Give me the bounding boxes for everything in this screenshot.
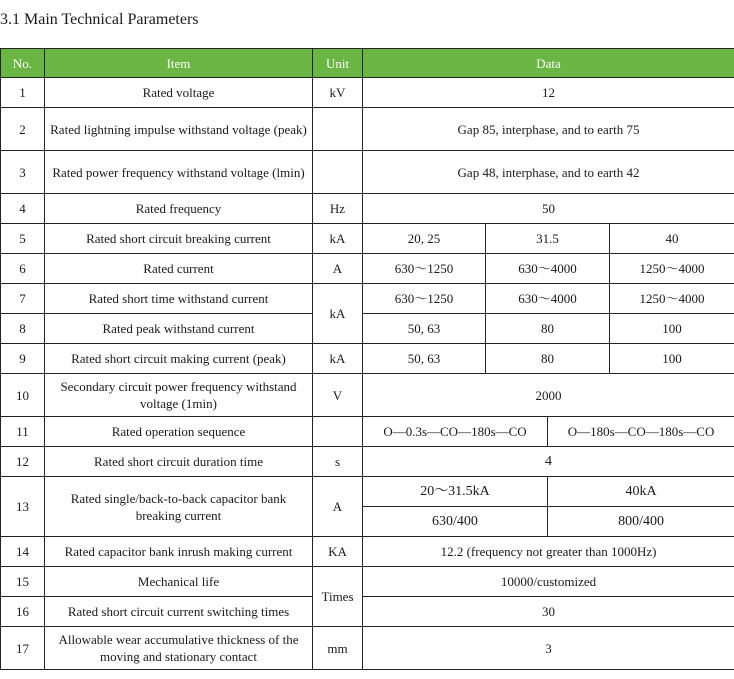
cell-unit: mm — [313, 627, 363, 670]
cell-item: Rated short circuit duration time — [45, 447, 313, 477]
cell-unit: kA — [313, 284, 363, 344]
cell-item: Rated short circuit current switching times — [45, 597, 313, 627]
cell-no: 14 — [1, 537, 45, 567]
cell-item: Rated lightning impulse withstand voltage (peak) — [45, 108, 313, 151]
cell-unit: A — [313, 477, 363, 537]
cell-no: 6 — [1, 254, 45, 284]
cell-item: Rated capacitor bank inrush making current — [45, 537, 313, 567]
cell-data: 50 — [363, 194, 734, 224]
cell-no: 12 — [1, 447, 45, 477]
cell-data-3: 100 — [610, 314, 734, 344]
table-row — [1, 567, 734, 597]
header-data: Data — [363, 49, 734, 78]
cell-no: 7 — [1, 284, 45, 314]
table-row — [1, 194, 734, 224]
cell-unit: Times — [313, 567, 363, 627]
cell-data-2: 80 — [486, 344, 610, 374]
table-row — [1, 108, 734, 151]
cell-no: 4 — [1, 194, 45, 224]
header-no: No. — [1, 49, 45, 78]
cell-data: 2000 — [363, 374, 734, 417]
cell-unit: KA — [313, 537, 363, 567]
table-row — [1, 284, 734, 314]
table-row — [1, 627, 734, 670]
table-row — [1, 344, 734, 374]
cell-data-1: 50, 63 — [363, 314, 486, 344]
cell-unit — [313, 108, 363, 151]
table-row — [1, 417, 734, 447]
table-row — [1, 78, 734, 108]
cell-data-3: 100 — [610, 344, 734, 374]
cell-data-1: 630～1250 — [363, 284, 486, 314]
table-row — [1, 597, 734, 627]
header-unit: Unit — [313, 49, 363, 78]
cell-no: 5 — [1, 224, 45, 254]
cell-data: 3 — [363, 627, 734, 670]
cell-data-2: 630～4000 — [486, 254, 610, 284]
cell-item: Secondary circuit power frequency withstand voltage (1min) — [45, 374, 313, 417]
cell-data: 4 — [363, 447, 734, 477]
cell-item: Rated operation sequence — [45, 417, 313, 447]
cell-data: 12 — [363, 78, 734, 108]
cell-unit — [313, 151, 363, 194]
cell-unit: kA — [313, 224, 363, 254]
cell-data: 12.2 (frequency not greater than 1000Hz) — [363, 537, 734, 567]
cell-item: Rated peak withstand current — [45, 314, 313, 344]
cell-no: 13 — [1, 477, 45, 537]
cell-data-1: 20～31.5kA — [363, 477, 548, 507]
cell-item: Rated single/back-to-back capacitor bank breaking current — [45, 477, 313, 537]
cell-data: Gap 48, interphase, and to earth 42 — [363, 151, 734, 194]
table-row — [1, 374, 734, 417]
cell-no: 15 — [1, 567, 45, 597]
cell-data-3: 1250～4000 — [610, 284, 734, 314]
cell-item: Rated short time withstand current — [45, 284, 313, 314]
cell-item: Rated voltage — [45, 78, 313, 108]
cell-item: Rated short circuit breaking current — [45, 224, 313, 254]
section-heading: 3.1 Main Technical Parameters — [0, 11, 199, 28]
table-row — [1, 537, 734, 567]
cell-no: 11 — [1, 417, 45, 447]
table-row — [1, 477, 734, 507]
cell-data-1: 630～1250 — [363, 254, 486, 284]
cell-data: 10000/customized — [363, 567, 734, 597]
table-row — [1, 447, 734, 477]
cell-no: 1 — [1, 78, 45, 108]
cell-item: Mechanical life — [45, 567, 313, 597]
cell-data-1: 50, 63 — [363, 344, 486, 374]
cell-item: Allowable wear accumulative thickness of the moving and stationary contact — [45, 627, 313, 670]
cell-data-1: 20, 25 — [363, 224, 486, 254]
cell-data: Gap 85, interphase, and to earth 75 — [363, 108, 734, 151]
technical-parameters-table — [0, 48, 734, 670]
cell-unit: V — [313, 374, 363, 417]
cell-unit: Hz — [313, 194, 363, 224]
cell-data-3: 1250～4000 — [610, 254, 734, 284]
cell-no: 2 — [1, 108, 45, 151]
cell-unit — [313, 417, 363, 447]
cell-no: 10 — [1, 374, 45, 417]
cell-no: 16 — [1, 597, 45, 627]
cell-data-3: 40 — [610, 224, 734, 254]
table-row — [1, 151, 734, 194]
cell-data-2: 31.5 — [486, 224, 610, 254]
table-row — [1, 224, 734, 254]
cell-no: 8 — [1, 314, 45, 344]
cell-item: Rated short circuit making current (peak) — [45, 344, 313, 374]
cell-data-4: 800/400 — [548, 507, 734, 537]
cell-unit: s — [313, 447, 363, 477]
header-item: Item — [45, 49, 313, 78]
table-header-row — [1, 49, 734, 78]
cell-unit: kA — [313, 344, 363, 374]
cell-data-2: O—180s—CO—180s—CO — [548, 417, 734, 447]
cell-unit: A — [313, 254, 363, 284]
cell-data-1: O—0.3s—CO—180s—CO — [363, 417, 548, 447]
cell-item: Rated power frequency withstand voltage (lmin) — [45, 151, 313, 194]
cell-no: 9 — [1, 344, 45, 374]
cell-no: 17 — [1, 627, 45, 670]
cell-item: Rated current — [45, 254, 313, 284]
cell-data: 30 — [363, 597, 734, 627]
cell-unit: kV — [313, 78, 363, 108]
table-row — [1, 254, 734, 284]
cell-data-2: 80 — [486, 314, 610, 344]
cell-data-2: 630～4000 — [486, 284, 610, 314]
cell-item: Rated frequency — [45, 194, 313, 224]
table-row — [1, 314, 734, 344]
cell-data-2: 40kA — [548, 477, 734, 507]
cell-data-3: 630/400 — [363, 507, 548, 537]
cell-no: 3 — [1, 151, 45, 194]
